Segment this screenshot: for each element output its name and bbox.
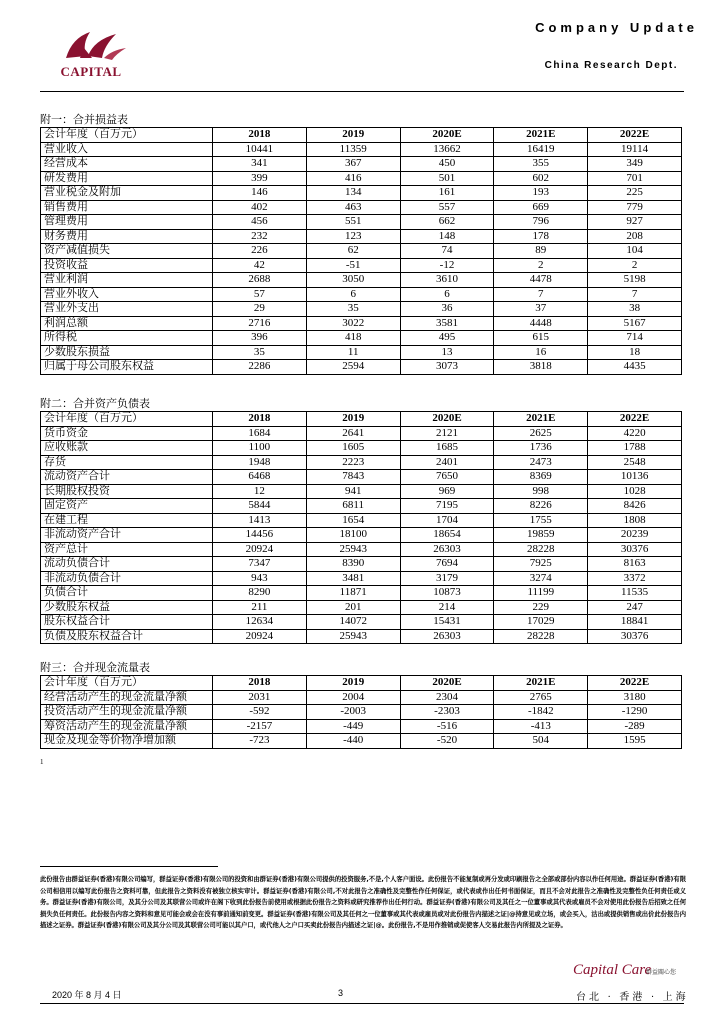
column-header: 2020E	[400, 128, 494, 143]
value-cell: -1842	[494, 705, 588, 720]
row-label-cell: 非流动负债合计	[41, 571, 213, 586]
value-cell: 14456	[213, 528, 307, 543]
value-cell: -2003	[306, 705, 400, 720]
value-cell: 1684	[213, 426, 307, 441]
value-cell: 3179	[400, 571, 494, 586]
value-cell: 3610	[400, 273, 494, 288]
table-row	[41, 586, 682, 601]
value-cell: 504	[494, 734, 588, 749]
column-header: 2021E	[494, 128, 588, 143]
column-header: 2022E	[588, 128, 682, 143]
value-cell: 355	[494, 157, 588, 172]
footnote-divider	[40, 866, 218, 867]
value-cell: 11535	[588, 586, 682, 601]
value-cell: -516	[400, 719, 494, 734]
row-label-cell: 固定资产	[41, 499, 213, 514]
value-cell: 1755	[494, 513, 588, 528]
value-cell: 551	[306, 215, 400, 230]
balance-sheet-table	[40, 411, 682, 644]
cash-flow-table	[40, 675, 682, 749]
row-label-cell: 营业外支出	[41, 302, 213, 317]
row-label-cell: 营业收入	[41, 142, 213, 157]
value-cell: 456	[213, 215, 307, 230]
value-cell: 247	[588, 600, 682, 615]
value-cell: 12634	[213, 615, 307, 630]
table-header-row	[41, 676, 682, 691]
table-row	[41, 615, 682, 630]
table-row	[41, 229, 682, 244]
value-cell: 148	[400, 229, 494, 244]
value-cell: 201	[306, 600, 400, 615]
value-cell: -12	[400, 258, 494, 273]
cash-flow-section	[40, 661, 682, 749]
value-cell: 35	[213, 345, 307, 360]
value-cell: 7694	[400, 557, 494, 572]
value-cell: -2303	[400, 705, 494, 720]
value-cell: 14072	[306, 615, 400, 630]
table-row	[41, 215, 682, 230]
balance-sheet-section	[40, 397, 682, 644]
value-cell: 7	[588, 287, 682, 302]
value-cell: 7925	[494, 557, 588, 572]
table-row	[41, 186, 682, 201]
value-cell: 6811	[306, 499, 400, 514]
value-cell: 25943	[306, 542, 400, 557]
row-label-cell: 投资收益	[41, 258, 213, 273]
value-cell: 501	[400, 171, 494, 186]
table-row	[41, 470, 682, 485]
value-cell: 969	[400, 484, 494, 499]
value-cell: 399	[213, 171, 307, 186]
table-row	[41, 426, 682, 441]
value-cell: 42	[213, 258, 307, 273]
row-label-cell: 存货	[41, 455, 213, 470]
value-cell: 349	[588, 157, 682, 172]
value-cell: 3372	[588, 571, 682, 586]
value-cell: 396	[213, 331, 307, 346]
value-cell: 13662	[400, 142, 494, 157]
value-cell: 20924	[213, 542, 307, 557]
table-row	[41, 360, 682, 375]
value-cell: 193	[494, 186, 588, 201]
stray-mark: 1	[40, 758, 44, 766]
table-row	[41, 316, 682, 331]
value-cell: 15431	[400, 615, 494, 630]
table-row	[41, 244, 682, 259]
table-row	[41, 629, 682, 644]
value-cell: 7195	[400, 499, 494, 514]
value-cell: 2	[494, 258, 588, 273]
value-cell: 36	[400, 302, 494, 317]
value-cell: 4478	[494, 273, 588, 288]
value-cell: 662	[400, 215, 494, 230]
value-cell: 19859	[494, 528, 588, 543]
value-cell: 2	[588, 258, 682, 273]
value-cell: 4220	[588, 426, 682, 441]
column-header: 2022E	[588, 676, 682, 691]
value-cell: 57	[213, 287, 307, 302]
table-row	[41, 200, 682, 215]
value-cell: 12	[213, 484, 307, 499]
value-cell: 28228	[494, 542, 588, 557]
value-cell: 19114	[588, 142, 682, 157]
value-cell: 2625	[494, 426, 588, 441]
column-header: 2019	[306, 412, 400, 427]
value-cell: 495	[400, 331, 494, 346]
value-cell: 20924	[213, 629, 307, 644]
table-row	[41, 571, 682, 586]
column-header: 2019	[306, 128, 400, 143]
column-header: 2019	[306, 676, 400, 691]
value-cell: 8226	[494, 499, 588, 514]
value-cell: 3180	[588, 690, 682, 705]
value-cell: 1605	[306, 441, 400, 456]
column-header: 2020E	[400, 676, 494, 691]
value-cell: 10441	[213, 142, 307, 157]
table-row	[41, 600, 682, 615]
value-cell: 7347	[213, 557, 307, 572]
row-label-cell: 资产总计	[41, 542, 213, 557]
value-cell: 367	[306, 157, 400, 172]
value-cell: 1595	[588, 734, 682, 749]
value-cell: 615	[494, 331, 588, 346]
value-cell: 779	[588, 200, 682, 215]
table-row	[41, 557, 682, 572]
legal-disclaimer: 此份报告由群益证券(香港)有限公司编写，群益证券(香港)有限公司的投资和由群证券(香港)有限公司提供的投资服务,不是,个人客户面设。此份报告不能复制或再分发或印刷报告之全部或部份内容以作任何用途。群益证券(香港)有限公司相信用以编写此份报告之资料可靠，但此报告之资料没有被独立核实审计。群益证券(香港)有限公司,不对此报告之准确性及完整性作任何保证，或代表或作出任何书面保证，而且不会对此报告之准确性及完整性负任何责任或义务。群益证券(香港)有限公司，及其分公司及其联营公司或许在阁下收到此份报告前使用或根据此份报告之资料或研究推荐作出任何行动。群益证券(香港)有限公司及其任之一位董事或其代表或雇员不会对使用此份报告后招致之任何损失负任何责任。此份报告内容之资料和意见可能会或会在没有事前通知前变更。群益证券(香港)有限公司及其任何之一位董事或其代表或雇员或对此份报告内描述之证|@持意见或立场，或会买入，沽出或提供销售或出价此份报告内描述之证券。群益证券(香港)有限公司及其分公司及其联营公司可能以其户口，或代他人之户口买卖此份报告内描述之证|@。此份报告,不是用作推销或促使客人交易此报告内所提及之证券。	[40, 876, 686, 930]
table-row	[41, 273, 682, 288]
row-label-cell: 销售费用	[41, 200, 213, 215]
table-row	[41, 719, 682, 734]
value-cell: 5844	[213, 499, 307, 514]
value-cell: 18100	[306, 528, 400, 543]
table-row	[41, 455, 682, 470]
value-cell: 35	[306, 302, 400, 317]
value-cell: 211	[213, 600, 307, 615]
table-row	[41, 734, 682, 749]
value-cell: 796	[494, 215, 588, 230]
table-row	[41, 690, 682, 705]
row-label-cell: 资产减值损失	[41, 244, 213, 259]
value-cell: -2157	[213, 719, 307, 734]
row-label-cell: 负债合计	[41, 586, 213, 601]
value-cell: 1413	[213, 513, 307, 528]
value-cell: 450	[400, 157, 494, 172]
income-statement-section	[40, 113, 682, 375]
value-cell: 998	[494, 484, 588, 499]
value-cell: 2031	[213, 690, 307, 705]
value-cell: 6468	[213, 470, 307, 485]
value-cell: 62	[306, 244, 400, 259]
row-label-cell: 经营活动产生的现金流量净额	[41, 690, 213, 705]
value-cell: -449	[306, 719, 400, 734]
table-row	[41, 542, 682, 557]
value-cell: 8369	[494, 470, 588, 485]
value-cell: 2641	[306, 426, 400, 441]
table-header-row	[41, 128, 682, 143]
value-cell: 232	[213, 229, 307, 244]
value-cell: 714	[588, 331, 682, 346]
value-cell: 18654	[400, 528, 494, 543]
value-cell: 2688	[213, 273, 307, 288]
value-cell: 89	[494, 244, 588, 259]
value-cell: 74	[400, 244, 494, 259]
office-cities: 台北 · 香港 · 上海	[576, 992, 689, 1003]
value-cell: 11	[306, 345, 400, 360]
value-cell: 1788	[588, 441, 682, 456]
value-cell: 3274	[494, 571, 588, 586]
column-header: 会计年度（百万元）	[41, 412, 213, 427]
value-cell: 11199	[494, 586, 588, 601]
value-cell: 341	[213, 157, 307, 172]
column-header: 2018	[213, 676, 307, 691]
row-label-cell: 营业利润	[41, 273, 213, 288]
row-label-cell: 所得税	[41, 331, 213, 346]
value-cell: 28228	[494, 629, 588, 644]
value-cell: 3022	[306, 316, 400, 331]
value-cell: 38	[588, 302, 682, 317]
row-label-cell: 营业外收入	[41, 287, 213, 302]
row-label-cell: 流动资产合计	[41, 470, 213, 485]
row-label-cell: 归属于母公司股东权益	[41, 360, 213, 375]
header-divider	[40, 91, 684, 92]
value-cell: 2473	[494, 455, 588, 470]
column-header: 2021E	[494, 412, 588, 427]
value-cell: 2716	[213, 316, 307, 331]
column-header: 2018	[213, 128, 307, 143]
value-cell: 20239	[588, 528, 682, 543]
value-cell: 11359	[306, 142, 400, 157]
row-label-cell: 非流动资产合计	[41, 528, 213, 543]
value-cell: 2548	[588, 455, 682, 470]
value-cell: -520	[400, 734, 494, 749]
value-cell: 1028	[588, 484, 682, 499]
value-cell: 7650	[400, 470, 494, 485]
value-cell: 225	[588, 186, 682, 201]
value-cell: -413	[494, 719, 588, 734]
logo-wordmark: CAPITAL	[60, 64, 122, 79]
column-header: 2022E	[588, 412, 682, 427]
value-cell: 2401	[400, 455, 494, 470]
value-cell: 927	[588, 215, 682, 230]
row-label-cell: 财务费用	[41, 229, 213, 244]
row-label-cell: 长期股权投资	[41, 484, 213, 499]
value-cell: 226	[213, 244, 307, 259]
value-cell: 26303	[400, 542, 494, 557]
value-cell: 463	[306, 200, 400, 215]
table-row	[41, 345, 682, 360]
value-cell: 10873	[400, 586, 494, 601]
value-cell: 178	[494, 229, 588, 244]
value-cell: 1948	[213, 455, 307, 470]
table-row	[41, 287, 682, 302]
row-label-cell: 研发费用	[41, 171, 213, 186]
row-label-cell: 营业税金及附加	[41, 186, 213, 201]
column-header: 2020E	[400, 412, 494, 427]
value-cell: 2765	[494, 690, 588, 705]
value-cell: 2121	[400, 426, 494, 441]
column-header: 2021E	[494, 676, 588, 691]
value-cell: 5198	[588, 273, 682, 288]
value-cell: -440	[306, 734, 400, 749]
value-cell: 8290	[213, 586, 307, 601]
value-cell: 18	[588, 345, 682, 360]
value-cell: 123	[306, 229, 400, 244]
row-label-cell: 少数股东损益	[41, 345, 213, 360]
table-row	[41, 171, 682, 186]
value-cell: 104	[588, 244, 682, 259]
value-cell: -592	[213, 705, 307, 720]
table-row	[41, 142, 682, 157]
value-cell: 208	[588, 229, 682, 244]
value-cell: 3050	[306, 273, 400, 288]
value-cell: -51	[306, 258, 400, 273]
value-cell: 26303	[400, 629, 494, 644]
table-row	[41, 258, 682, 273]
value-cell: 701	[588, 171, 682, 186]
table-row	[41, 499, 682, 514]
value-cell: 8163	[588, 557, 682, 572]
value-cell: 16	[494, 345, 588, 360]
value-cell: -1290	[588, 705, 682, 720]
value-cell: 146	[213, 186, 307, 201]
row-label-cell: 货币资金	[41, 426, 213, 441]
value-cell: 16419	[494, 142, 588, 157]
value-cell: 669	[494, 200, 588, 215]
table-row	[41, 441, 682, 456]
table-header-row	[41, 412, 682, 427]
department-subtitle: China Research Dept.	[544, 60, 678, 71]
value-cell: 2304	[400, 690, 494, 705]
value-cell: 941	[306, 484, 400, 499]
value-cell: 416	[306, 171, 400, 186]
balance-sheet-title: 附二：合并资产负债表	[40, 398, 150, 410]
value-cell: 5167	[588, 316, 682, 331]
value-cell: 3818	[494, 360, 588, 375]
value-cell: 37	[494, 302, 588, 317]
row-label-cell: 现金及现金等价物净增加额	[41, 734, 213, 749]
value-cell: 4448	[494, 316, 588, 331]
value-cell: 6	[306, 287, 400, 302]
value-cell: 7	[494, 287, 588, 302]
row-label-cell: 股东权益合计	[41, 615, 213, 630]
footer-divider	[40, 1003, 684, 1004]
value-cell: 2223	[306, 455, 400, 470]
table-row	[41, 157, 682, 172]
row-label-cell: 在建工程	[41, 513, 213, 528]
value-cell: 161	[400, 186, 494, 201]
table-row	[41, 331, 682, 346]
value-cell: 1100	[213, 441, 307, 456]
value-cell: 17029	[494, 615, 588, 630]
row-label-cell: 管理费用	[41, 215, 213, 230]
value-cell: 1685	[400, 441, 494, 456]
value-cell: 25943	[306, 629, 400, 644]
value-cell: 8426	[588, 499, 682, 514]
value-cell: -289	[588, 719, 682, 734]
value-cell: 29	[213, 302, 307, 317]
value-cell: 7843	[306, 470, 400, 485]
row-label-cell: 经营成本	[41, 157, 213, 172]
value-cell: 418	[306, 331, 400, 346]
value-cell: 4435	[588, 360, 682, 375]
table-row	[41, 484, 682, 499]
row-label-cell: 少数股东权益	[41, 600, 213, 615]
value-cell: 1736	[494, 441, 588, 456]
value-cell: 1808	[588, 513, 682, 528]
table-row	[41, 705, 682, 720]
value-cell: 8390	[306, 557, 400, 572]
value-cell: 11871	[306, 586, 400, 601]
table-row	[41, 302, 682, 317]
income-statement-table	[40, 127, 682, 375]
table-row	[41, 528, 682, 543]
column-header: 2018	[213, 412, 307, 427]
value-cell: -723	[213, 734, 307, 749]
page-number: 3	[338, 988, 344, 998]
column-header: 会计年度（百万元）	[41, 676, 213, 691]
value-cell: 6	[400, 287, 494, 302]
value-cell: 3481	[306, 571, 400, 586]
value-cell: 2286	[213, 360, 307, 375]
value-cell: 3581	[400, 316, 494, 331]
value-cell: 2594	[306, 360, 400, 375]
row-label-cell: 流动负债合计	[41, 557, 213, 572]
value-cell: 13	[400, 345, 494, 360]
value-cell: 3073	[400, 360, 494, 375]
value-cell: 30376	[588, 542, 682, 557]
value-cell: 30376	[588, 629, 682, 644]
value-cell: 557	[400, 200, 494, 215]
income-statement-title: 附一：合并损益表	[40, 114, 128, 126]
value-cell: 402	[213, 200, 307, 215]
capital-care-tagline: 群益關心您	[646, 970, 677, 976]
value-cell: 2004	[306, 690, 400, 705]
row-label-cell: 应收账款	[41, 441, 213, 456]
value-cell: 1654	[306, 513, 400, 528]
table-row	[41, 513, 682, 528]
report-date: 2020 年 8 月 4 日	[52, 990, 122, 1000]
report-type-title: Company Update	[535, 20, 698, 35]
row-label-cell: 负债及股东权益合计	[41, 629, 213, 644]
row-label-cell: 筹资活动产生的现金流量净额	[41, 719, 213, 734]
value-cell: 943	[213, 571, 307, 586]
value-cell: 214	[400, 600, 494, 615]
column-header: 会计年度（百万元）	[41, 128, 213, 143]
row-label-cell: 利润总额	[41, 316, 213, 331]
value-cell: 18841	[588, 615, 682, 630]
value-cell: 134	[306, 186, 400, 201]
value-cell: 602	[494, 171, 588, 186]
cash-flow-title: 附三：合并现金流量表	[40, 662, 150, 674]
value-cell: 229	[494, 600, 588, 615]
value-cell: 1704	[400, 513, 494, 528]
row-label-cell: 投资活动产生的现金流量净额	[41, 705, 213, 720]
value-cell: 10136	[588, 470, 682, 485]
capital-care-logo: Capital Care	[573, 962, 652, 978]
